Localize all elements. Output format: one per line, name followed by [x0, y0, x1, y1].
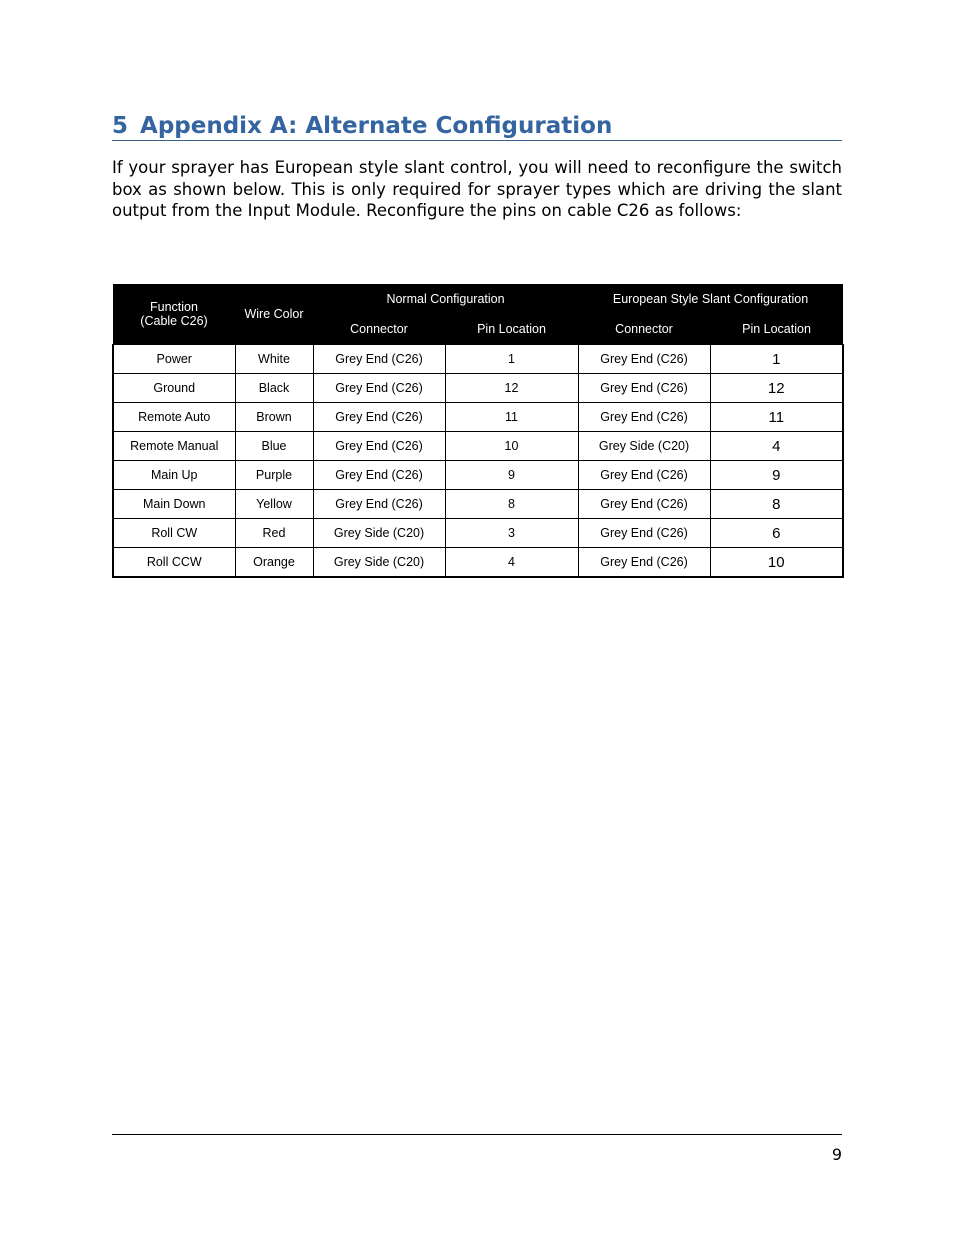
cell-wire-color: Yellow: [235, 490, 313, 519]
cell-normal-pin: 10: [445, 432, 578, 461]
table-row: [113, 461, 843, 490]
cell-normal-connector: Grey End (C26): [313, 345, 445, 374]
footer-divider: [112, 1134, 842, 1135]
table-row: [113, 374, 843, 403]
section-number: 5: [112, 113, 129, 139]
cell-function: Roll CCW: [113, 548, 235, 578]
table-row: [113, 403, 843, 432]
cell-euro-connector: Grey End (C26): [578, 548, 710, 578]
header-function-label: Function: [150, 300, 198, 314]
cell-euro-pin: 4: [710, 432, 843, 461]
cell-wire-color: Brown: [235, 403, 313, 432]
intro-paragraph: If your sprayer has European style slant control, you will need to reconfigure the switch box as shown below. This is only required for sprayer types which are driving the slant output from the Input Module. Reconfigure the pins on cable C26 as follows:: [112, 158, 842, 220]
cell-wire-color: Orange: [235, 548, 313, 578]
cell-euro-pin: 11: [710, 403, 843, 432]
table-row: [113, 548, 843, 578]
cell-euro-pin: 8: [710, 490, 843, 519]
header-normal-connector: Connector: [313, 314, 445, 345]
section-title: Appendix A: Alternate Configuration: [140, 113, 613, 139]
cell-euro-connector: Grey End (C26): [578, 461, 710, 490]
cell-normal-connector: Grey Side (C20): [313, 548, 445, 578]
cell-euro-connector: Grey End (C26): [578, 374, 710, 403]
cell-euro-connector: Grey End (C26): [578, 345, 710, 374]
cell-wire-color: Black: [235, 374, 313, 403]
cell-euro-pin: 9: [710, 461, 843, 490]
cell-euro-pin: 6: [710, 519, 843, 548]
cell-function: Main Up: [113, 461, 235, 490]
cell-wire-color: Red: [235, 519, 313, 548]
cell-normal-connector: Grey End (C26): [313, 490, 445, 519]
pin-configuration-table: [112, 284, 844, 578]
cell-normal-pin: 4: [445, 548, 578, 578]
section-heading: [112, 112, 842, 141]
cell-euro-connector: Grey End (C26): [578, 403, 710, 432]
header-function: [113, 284, 235, 345]
cell-wire-color: White: [235, 345, 313, 374]
cell-normal-connector: Grey End (C26): [313, 432, 445, 461]
cell-euro-pin: 12: [710, 374, 843, 403]
cell-euro-pin: 1: [710, 345, 843, 374]
cell-normal-connector: Grey End (C26): [313, 374, 445, 403]
header-euro-pin-location: Pin Location: [710, 314, 843, 345]
header-euro-connector: Connector: [578, 314, 710, 345]
cell-function: Roll CW: [113, 519, 235, 548]
cell-euro-pin: 10: [710, 548, 843, 578]
cell-euro-connector: Grey End (C26): [578, 490, 710, 519]
cell-euro-connector: Grey Side (C20): [578, 432, 710, 461]
cell-normal-connector: Grey End (C26): [313, 403, 445, 432]
cell-normal-connector: Grey End (C26): [313, 461, 445, 490]
header-normal-configuration: Normal Configuration: [313, 284, 578, 314]
cell-normal-pin: 12: [445, 374, 578, 403]
cell-normal-pin: 1: [445, 345, 578, 374]
table-row: [113, 345, 843, 374]
cell-function: Remote Manual: [113, 432, 235, 461]
cell-euro-connector: Grey End (C26): [578, 519, 710, 548]
header-wire-color: Wire Color: [235, 284, 313, 345]
page-number: 9: [831, 1145, 842, 1164]
cell-normal-pin: 9: [445, 461, 578, 490]
header-function-sub: (Cable C26): [140, 314, 208, 328]
cell-normal-pin: 11: [445, 403, 578, 432]
cell-function: Main Down: [113, 490, 235, 519]
table-row: [113, 490, 843, 519]
header-european-configuration: European Style Slant Configuration: [578, 284, 843, 314]
cell-normal-pin: 3: [445, 519, 578, 548]
table-row: [113, 432, 843, 461]
table-row: [113, 519, 843, 548]
cell-function: Power: [113, 345, 235, 374]
cell-function: Remote Auto: [113, 403, 235, 432]
cell-wire-color: Purple: [235, 461, 313, 490]
cell-function: Ground: [113, 374, 235, 403]
cell-normal-pin: 8: [445, 490, 578, 519]
cell-normal-connector: Grey Side (C20): [313, 519, 445, 548]
cell-wire-color: Blue: [235, 432, 313, 461]
header-normal-pin-location: Pin Location: [445, 314, 578, 345]
